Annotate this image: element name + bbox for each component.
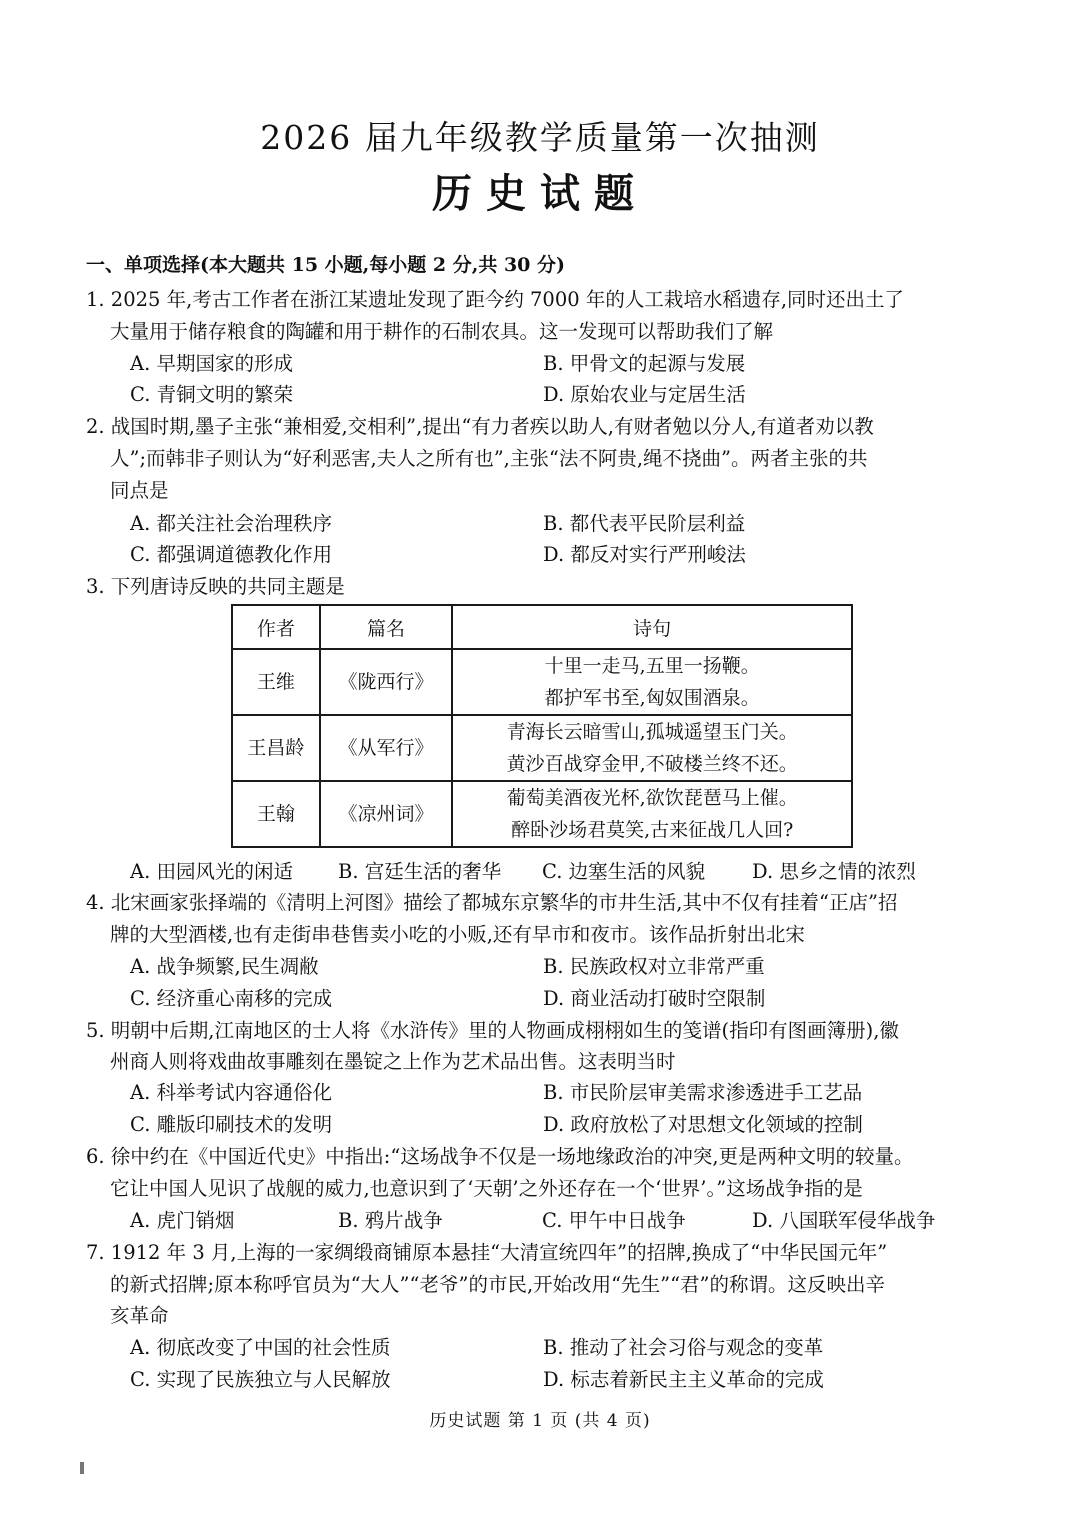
question-2-line-2: 人”;而韩非子则认为“好利恶害,夫人之所有也”,主张“法不阿贵,绳不挠曲”。两者主张的共 [110,447,868,470]
question-3-line-1: 3. 下列唐诗反映的共同主题是 [86,575,345,598]
q3-option-a[interactable]: A. 田园风光的闲适 [130,860,293,883]
header-title: 篇名 [320,605,453,649]
question-4-line-1: 4. 北宋画家张择端的《清明上河图》描绘了都城东京繁华的市井生活,其中不仅有挂着“正店”招 [86,891,898,914]
question-5-line-2: 州商人则将戏曲故事雕刻在墨锭之上作为艺术品出售。这表明当时 [110,1050,676,1073]
scan-mark [80,1462,84,1474]
verse-line: 醉卧沙场君莫笑,古来征战几人回? [511,819,794,841]
q6-option-d[interactable]: D. 八国联军侵华战争 [752,1209,936,1232]
poem-verse [452,715,852,781]
question-2-line-1: 2. 战国时期,墨子主张“兼相爱,交相利”,提出“有力者疾以助人,有财者勉以分人,有道者劝以教 [86,415,874,438]
poem-title: 《陇西行》 [320,649,453,715]
question-5-line-1: 5. 明朝中后期,江南地区的士人将《水浒传》里的人物画成栩栩如生的笺谱(指印有图画簿册),徽 [86,1019,899,1042]
q5-option-c[interactable]: C. 雕版印刷技术的发明 [130,1113,333,1136]
question-1-line-2: 大量用于储存粮食的陶罐和用于耕作的石制农具。这一发现可以帮助我们了解 [110,320,774,343]
q4-option-d[interactable]: D. 商业活动打破时空限制 [543,987,766,1010]
exam-title: 2026 届九年级教学质量第一次抽测 [260,118,820,157]
question-1-line-1: 1. 2025 年,考古工作者在浙江某遗址发现了距今约 7000 年的人工栽培水稻遗存,同时还出土了 [86,288,905,311]
header-verse: 诗句 [452,605,852,649]
subject-title: 历史试题 [432,170,648,217]
q1-option-c[interactable]: C. 青铜文明的繁荣 [130,383,294,406]
q6-option-b[interactable]: B. 鸦片战争 [338,1209,443,1232]
verse-line: 青海长云暗雪山,孤城遥望玉门关。 [506,721,798,743]
page-footer: 历史试题 第 1 页 (共 4 页) [429,1411,651,1431]
q1-option-d[interactable]: D. 原始农业与定居生活 [543,383,746,406]
q4-option-c[interactable]: C. 经济重心南移的完成 [130,987,333,1010]
verse-line: 黄沙百战穿金甲,不破楼兰终不还。 [506,753,798,775]
q2-option-a[interactable]: A. 都关注社会治理秩序 [130,512,332,535]
q2-option-b[interactable]: B. 都代表平民阶层利益 [543,512,746,535]
q6-option-c[interactable]: C. 甲午中日战争 [542,1209,686,1232]
table-row [232,781,852,847]
q2-option-c[interactable]: C. 都强调道德教化作用 [130,543,333,566]
verse-line: 葡萄美酒夜光杯,欲饮琵琶马上催。 [506,787,798,809]
poem-verse [452,781,852,847]
question-4-line-2: 牌的大型酒楼,也有走街串巷售卖小吃的小贩,还有早市和夜市。该作品折射出北宋 [110,923,805,946]
section-heading: 一、单项选择(本大题共 15 小题,每小题 2 分,共 30 分) [86,254,565,276]
q3-option-d[interactable]: D. 思乡之情的浓烈 [752,860,916,883]
q1-option-a[interactable]: A. 早期国家的形成 [130,352,293,375]
question-7-line-2: 的新式招牌;原本称呼官员为“大人”“老爷”的市民,开始改用“先生”“君”的称谓。这反映出辛 [110,1273,886,1296]
question-7-line-3: 亥革命 [110,1304,169,1327]
poem-author: 王翰 [232,781,320,847]
question-6-line-1: 6. 徐中约在《中国近代史》中指出:“这场战争不仅是一场地缘政治的冲突,更是两种文明的较量。 [86,1145,914,1168]
q5-option-a[interactable]: A. 科举考试内容通俗化 [130,1081,332,1104]
poem-table-header [232,605,852,649]
q3-option-c[interactable]: C. 边塞生活的风貌 [542,860,706,883]
verse-line: 十里一走马,五里一扬鞭。 [544,655,760,677]
poem-author: 王昌龄 [232,715,320,781]
poem-title: 《从军行》 [320,715,453,781]
q2-option-d[interactable]: D. 都反对实行严刑峻法 [543,543,746,566]
q1-option-b[interactable]: B. 甲骨文的起源与发展 [543,352,746,375]
header-author: 作者 [232,605,320,649]
poem-table [231,604,853,848]
q7-option-d[interactable]: D. 标志着新民主主义革命的完成 [543,1368,824,1391]
q7-option-a[interactable]: A. 彻底改变了中国的社会性质 [130,1336,391,1359]
q3-option-b[interactable]: B. 宫廷生活的奢华 [338,860,502,883]
q4-option-a[interactable]: A. 战争频繁,民生凋敝 [130,955,319,978]
q5-option-b[interactable]: B. 市民阶层审美需求渗透进手工艺品 [543,1081,863,1104]
q7-option-b[interactable]: B. 推动了社会习俗与观念的变革 [543,1336,824,1359]
q7-option-c[interactable]: C. 实现了民族独立与人民解放 [130,1368,391,1391]
q5-option-d[interactable]: D. 政府放松了对思想文化领域的控制 [543,1113,863,1136]
q6-option-a[interactable]: A. 虎门销烟 [130,1209,235,1232]
question-6-line-2: 它让中国人见识了战舰的威力,也意识到了‘天朝’之外还存在一个‘世界’。”这场战争指的是 [110,1177,863,1200]
verse-line: 都护军书至,匈奴围酒泉。 [544,687,760,709]
poem-verse [452,649,852,715]
table-row [232,649,852,715]
table-row [232,715,852,781]
q4-option-b[interactable]: B. 民族政权对立非常严重 [543,955,765,978]
poem-author: 王维 [232,649,320,715]
poem-title: 《凉州词》 [320,781,453,847]
question-7-line-1: 7. 1912 年 3 月,上海的一家绸缎商铺原本悬挂“大清宣统四年”的招牌,换成了“中华民国元年” [86,1241,888,1264]
question-2-line-3: 同点是 [110,479,169,502]
